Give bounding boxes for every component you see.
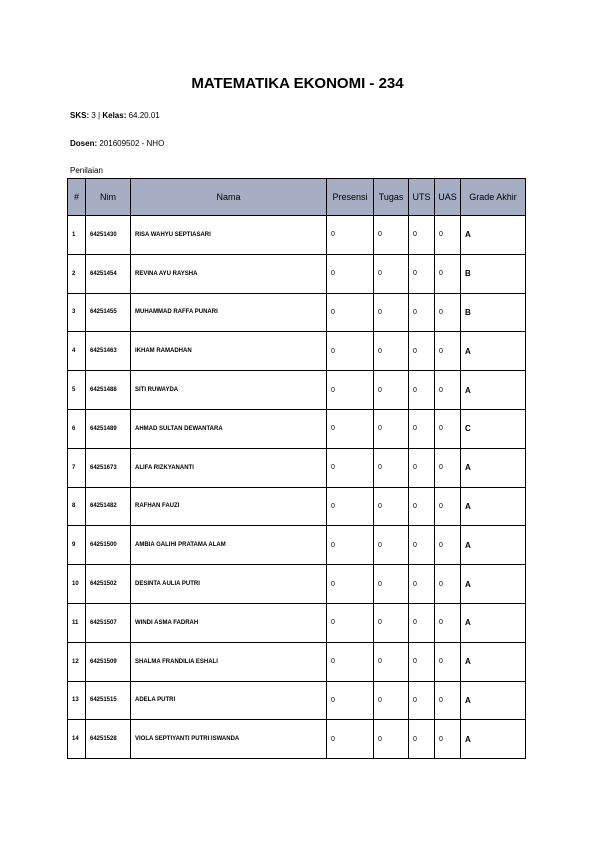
grade-cell: A [461,487,526,526]
row-number: 4 [68,332,86,371]
row-number: 13 [68,681,86,720]
presensi-cell: 0 [327,565,374,604]
uas-cell: 0 [435,254,461,293]
presensi-cell: 0 [327,371,374,410]
uts-cell: 0 [409,681,435,720]
uts-cell: 0 [409,603,435,642]
grade-cell: A [461,603,526,642]
uas-cell: 0 [435,216,461,255]
tugas-cell: 0 [374,487,409,526]
uas-cell: 0 [435,409,461,448]
uts-cell: 0 [409,332,435,371]
table-row [68,720,526,759]
grade-cell: B [461,254,526,293]
row-number: 2 [68,254,86,293]
tugas-cell: 0 [374,720,409,759]
uas-cell: 0 [435,293,461,332]
presensi-cell: 0 [327,254,374,293]
table-row [68,332,526,371]
uas-cell: 0 [435,565,461,604]
grade-cell: A [461,642,526,681]
nim-cell: 64251500 [86,526,131,565]
tugas-cell: 0 [374,642,409,681]
grades-table [67,178,526,759]
table-row [68,216,526,255]
row-number: 5 [68,371,86,410]
tugas-cell: 0 [374,526,409,565]
header-tugas: Tugas [374,179,409,216]
uas-cell: 0 [435,642,461,681]
nama-cell: ADELA PUTRI [131,681,327,720]
sks-label: SKS: [70,111,90,120]
presensi-cell: 0 [327,720,374,759]
uts-cell: 0 [409,293,435,332]
lecturer-info-line [70,139,164,148]
nim-cell: 64251489 [86,409,131,448]
presensi-cell: 0 [327,448,374,487]
header-nim: Nim [86,179,131,216]
presensi-cell: 0 [327,293,374,332]
nim-cell: 64251488 [86,371,131,410]
nim-cell: 64251507 [86,603,131,642]
tugas-cell: 0 [374,681,409,720]
grade-cell: C [461,409,526,448]
uas-cell: 0 [435,603,461,642]
nim-cell: 64251430 [86,216,131,255]
nim-cell: 64251455 [86,293,131,332]
row-number: 7 [68,448,86,487]
presensi-cell: 0 [327,487,374,526]
uts-cell: 0 [409,720,435,759]
presensi-cell: 0 [327,526,374,565]
row-number: 8 [68,487,86,526]
tugas-cell: 0 [374,448,409,487]
row-number: 12 [68,642,86,681]
separator: | [98,111,101,120]
header-grade-akhir: Grade Akhir [461,179,526,216]
row-number: 6 [68,409,86,448]
nama-cell: AMBIA GALIHI PRATAMA ALAM [131,526,327,565]
table-row [68,565,526,604]
row-number: 14 [68,720,86,759]
grade-cell: A [461,332,526,371]
table-row [68,293,526,332]
nama-cell: DESINTA AULIA PUTRI [131,565,327,604]
uts-cell: 0 [409,565,435,604]
dosen-label: Dosen: [70,139,98,148]
table-row [68,681,526,720]
section-label: Penilaian [70,166,103,175]
nim-cell: 64251515 [86,681,131,720]
table-row [68,603,526,642]
nim-cell: 64251463 [86,332,131,371]
nama-cell: RISA WAHYU SEPTIASARI [131,216,327,255]
grade-cell: A [461,720,526,759]
grade-cell: A [461,448,526,487]
row-number: 10 [68,565,86,604]
tugas-cell: 0 [374,293,409,332]
table-row [68,409,526,448]
row-number: 9 [68,526,86,565]
nim-cell: 64251528 [86,720,131,759]
uas-cell: 0 [435,526,461,565]
kelas-value: 64.20.01 [128,111,160,120]
grade-cell: A [461,216,526,255]
grade-cell: A [461,371,526,410]
nama-cell: RAFHAN FAUZI [131,487,327,526]
course-info-line [70,111,160,120]
uts-cell: 0 [409,254,435,293]
uts-cell: 0 [409,487,435,526]
nim-cell: 64251482 [86,487,131,526]
tugas-cell: 0 [374,565,409,604]
grade-cell: A [461,681,526,720]
uas-cell: 0 [435,332,461,371]
presensi-cell: 0 [327,216,374,255]
nama-cell: WINDI ASMA FADRAH [131,603,327,642]
nama-cell: IKHAM RAMADHAN [131,332,327,371]
nama-cell: SHALMA FRANDILIA ESHALI [131,642,327,681]
nama-cell: VIOLA SEPTIYANTI PUTRI ISWANDA [131,720,327,759]
tugas-cell: 0 [374,254,409,293]
grade-cell: B [461,293,526,332]
row-number: 11 [68,603,86,642]
table-row [68,487,526,526]
uts-cell: 0 [409,216,435,255]
nim-cell: 64251502 [86,565,131,604]
table-row [68,642,526,681]
kelas-label: Kelas: [102,111,127,120]
presensi-cell: 0 [327,681,374,720]
uas-cell: 0 [435,487,461,526]
tugas-cell: 0 [374,603,409,642]
uts-cell: 0 [409,371,435,410]
presensi-cell: 0 [327,332,374,371]
tugas-cell: 0 [374,371,409,410]
header-uas: UAS [435,179,461,216]
row-number: 3 [68,293,86,332]
presensi-cell: 0 [327,409,374,448]
uts-cell: 0 [409,526,435,565]
presensi-cell: 0 [327,603,374,642]
header-no: # [68,179,86,216]
nama-cell: REVINA AYU RAYSHA [131,254,327,293]
nama-cell: SITI RUWAYDA [131,371,327,410]
tugas-cell: 0 [374,409,409,448]
presensi-cell: 0 [327,642,374,681]
nama-cell: MUHAMMAD RAFFA PUNARI [131,293,327,332]
grade-cell: A [461,526,526,565]
table-header-row [68,179,526,216]
nama-cell: AHMAD SULTAN DEWANTARA [131,409,327,448]
nim-cell: 64251509 [86,642,131,681]
header-presensi: Presensi [327,179,374,216]
header-uts: UTS [409,179,435,216]
sks-value: 3 [91,111,96,120]
nim-cell: 64251454 [86,254,131,293]
table-row [68,526,526,565]
uts-cell: 0 [409,642,435,681]
tugas-cell: 0 [374,216,409,255]
grade-cell: A [461,565,526,604]
nim-cell: 64251673 [86,448,131,487]
table-row [68,371,526,410]
uas-cell: 0 [435,720,461,759]
uas-cell: 0 [435,681,461,720]
row-number: 1 [68,216,86,255]
nama-cell: ALIFA RIZKYANANTI [131,448,327,487]
table-row [68,254,526,293]
tugas-cell: 0 [374,332,409,371]
dosen-value: 201609502 - NHO [99,139,165,148]
uts-cell: 0 [409,409,435,448]
uas-cell: 0 [435,371,461,410]
document-title: MATEMATIKA EKONOMI - 234 [191,75,404,92]
header-nama: Nama [131,179,327,216]
table-row [68,448,526,487]
uts-cell: 0 [409,448,435,487]
uas-cell: 0 [435,448,461,487]
